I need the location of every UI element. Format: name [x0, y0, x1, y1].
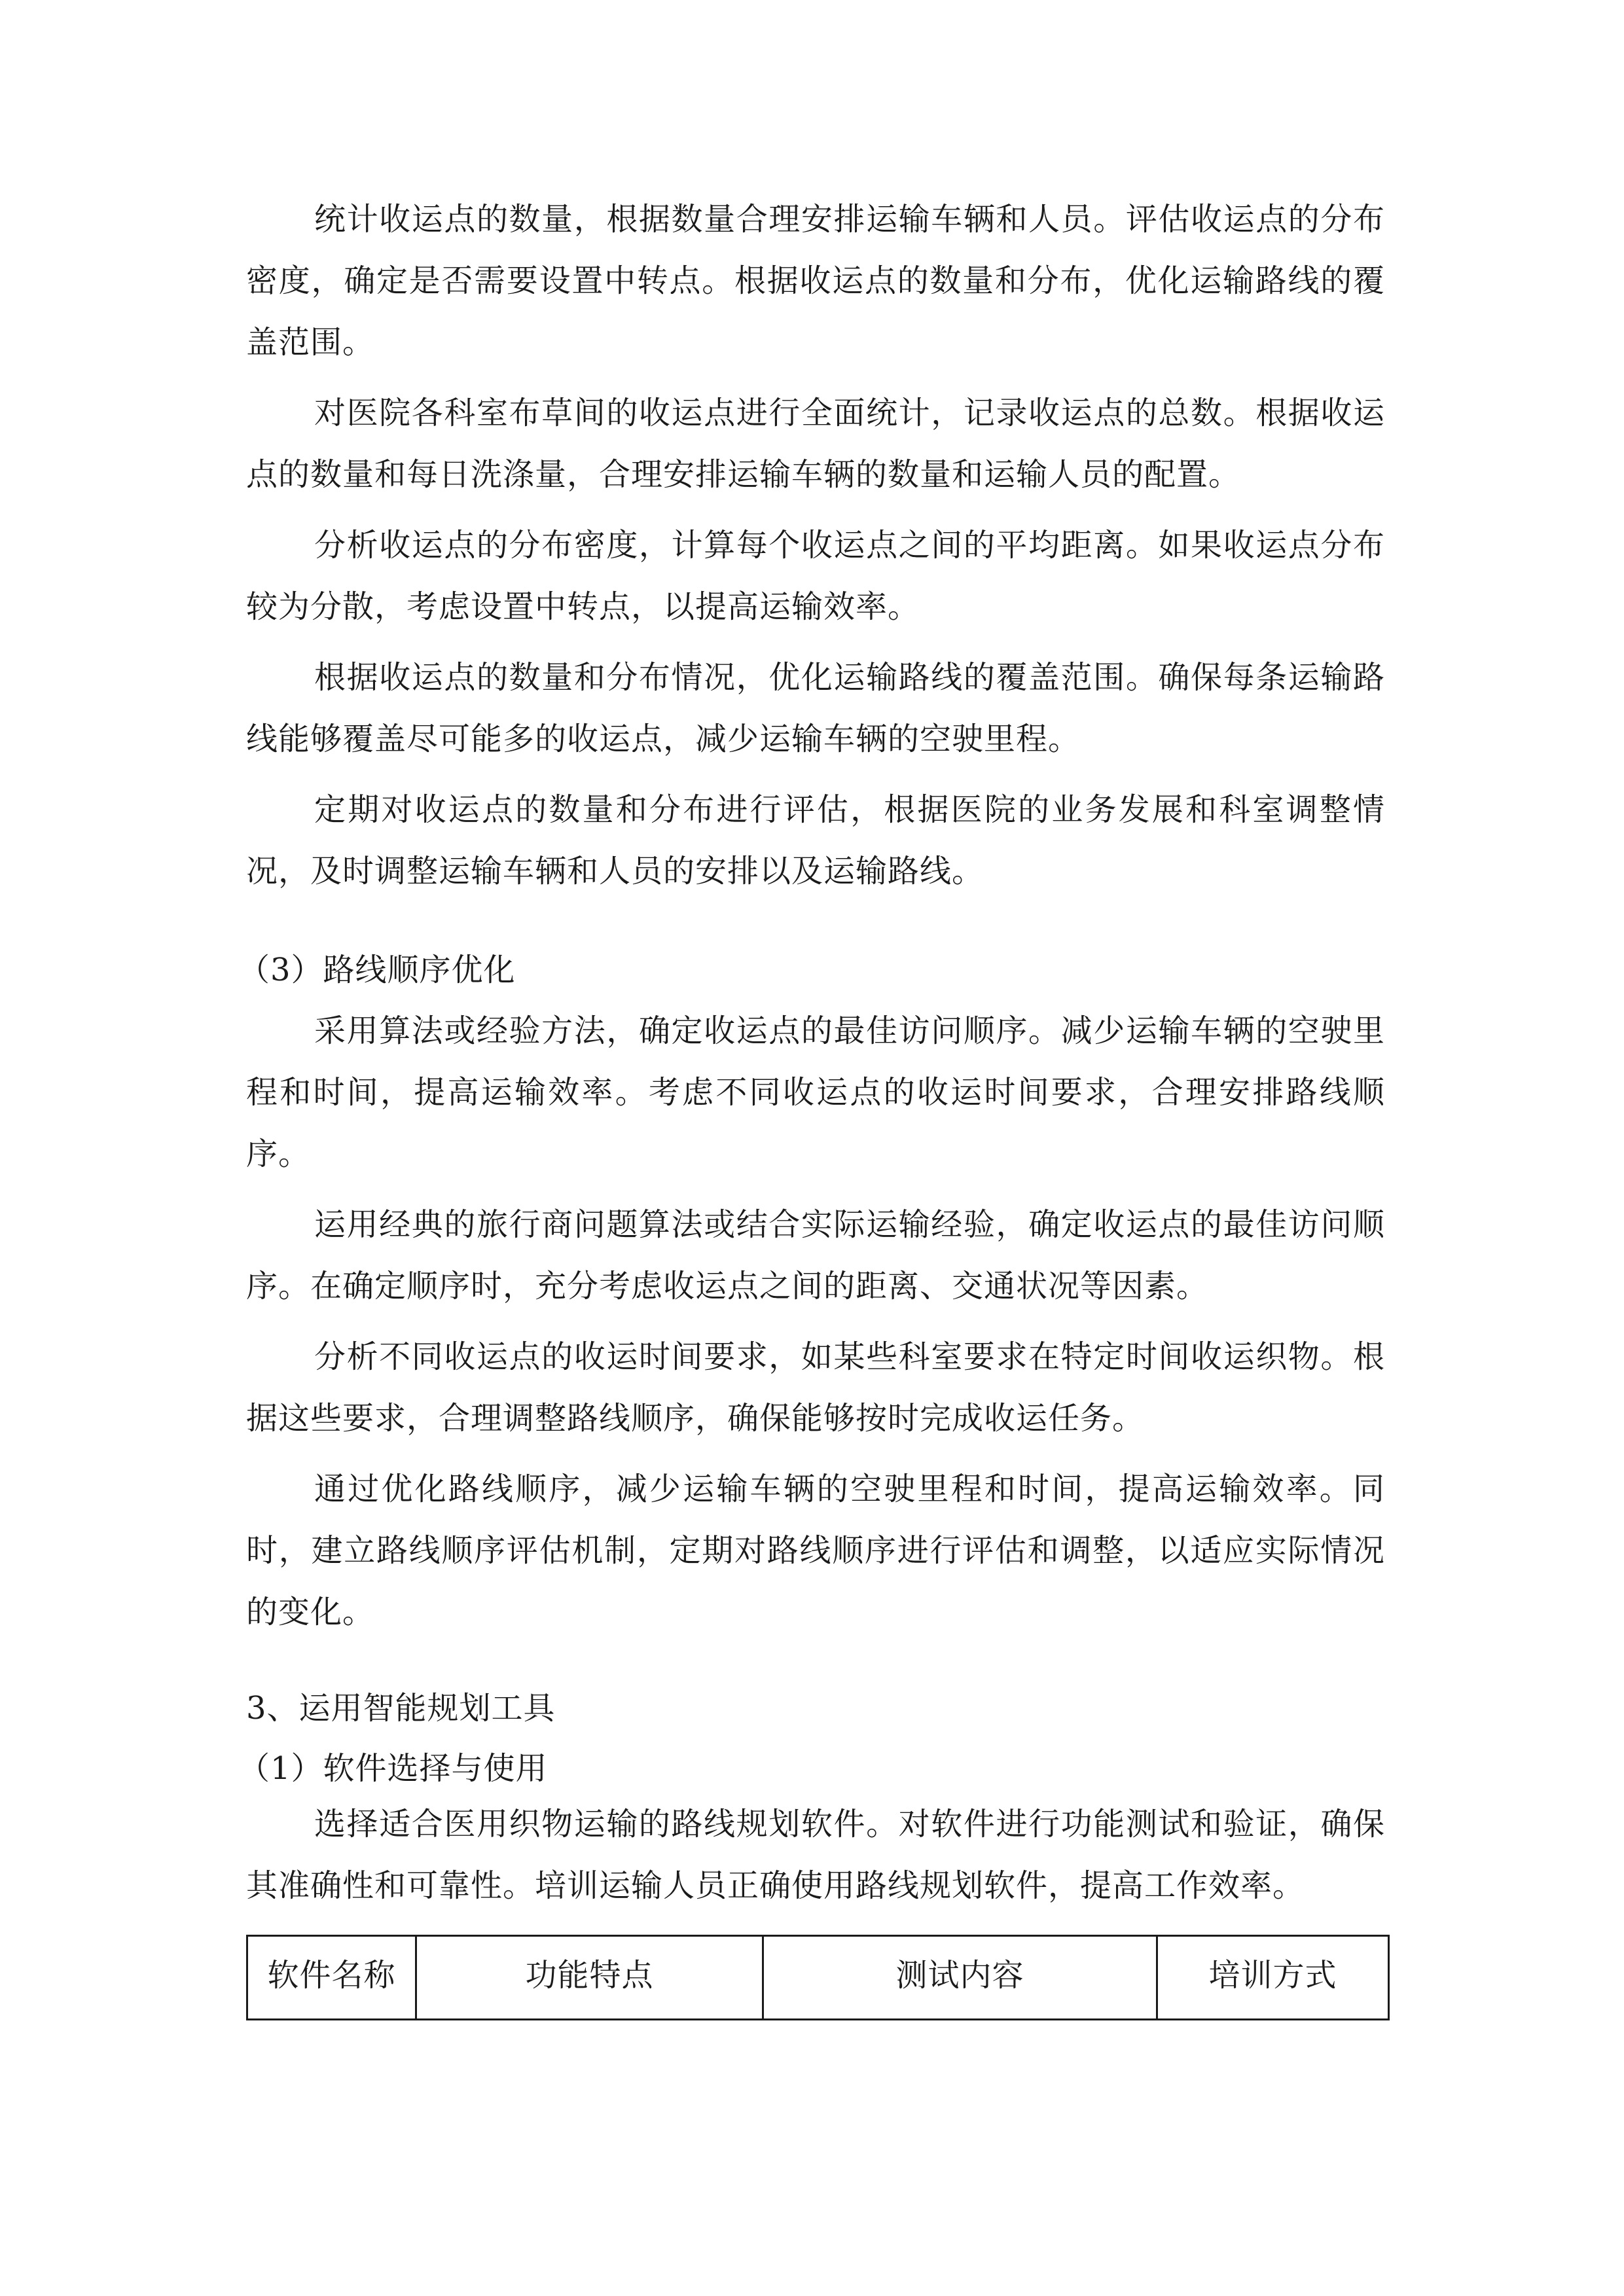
subsection-heading-software: （1）软件选择与使用 [238, 1750, 548, 1787]
table-header-cell: 培训方式 [1157, 1936, 1389, 2020]
table-header-cell: 测试内容 [763, 1936, 1157, 2020]
paragraph: 分析不同收运点的收运时间要求，如某些科室要求在特定时间收运织物。根据这些要求，合理调整路线顺序，确保能够按时完成收运任务。 [246, 1338, 1385, 1437]
paragraph: 定期对收运点的数量和分布进行评估，根据医院的业务发展和科室调整情况，及时调整运输车辆和人员的安排以及运输路线。 [246, 791, 1385, 889]
software-table [246, 1935, 1390, 2020]
paragraph: 根据收运点的数量和分布情况，优化运输路线的覆盖范围。确保每条运输路线能够覆盖尽可能多的收运点，减少运输车辆的空驶里程。 [246, 659, 1385, 757]
paragraph: 分析收运点的分布密度，计算每个收运点之间的平均距离。如果收运点分布较为分散，考虑设置中转点，以提高运输效率。 [246, 527, 1385, 625]
paragraph-group-collection-points [246, 188, 1385, 902]
section-heading-smart-planning: 3、运用智能规划工具 [246, 1690, 556, 1727]
paragraph: 选择适合医用织物运输的路线规划软件。对软件进行功能测试和验证，确保其准确性和可靠性。培训运输人员正确使用路线规划软件，提高工作效率。 [246, 1806, 1385, 1904]
section-heading-route-order: （3）路线顺序优化 [238, 952, 516, 988]
paragraph: 运用经典的旅行商问题算法或结合实际运输经验，确定收运点的最佳访问顺序。在确定顺序时，充分考虑收运点之间的距离、交通状况等因素。 [246, 1206, 1385, 1304]
paragraph-group-route-order [246, 1000, 1385, 1643]
table-header-cell: 功能特点 [416, 1936, 763, 2020]
table-header-cell: 软件名称 [247, 1936, 416, 2020]
paragraph: 对医院各科室布草间的收运点进行全面统计，记录收运点的总数。根据收运点的数量和每日洗涤量，合理安排运输车辆的数量和运输人员的配置。 [246, 395, 1385, 493]
table-header-row [247, 1936, 1389, 2020]
paragraph: 通过优化路线顺序，减少运输车辆的空驶里程和时间，提高运输效率。同时，建立路线顺序评估机制，定期对路线顺序进行评估和调整，以适应实际情况的变化。 [246, 1471, 1385, 1630]
paragraph-group-software [246, 1793, 1385, 1916]
paragraph: 采用算法或经验方法，确定收运点的最佳访问顺序。减少运输车辆的空驶里程和时间，提高运输效率。考虑不同收运点的收运时间要求，合理安排路线顺序。 [246, 1013, 1385, 1172]
paragraph: 统计收运点的数量，根据数量合理安排运输车辆和人员。评估收运点的分布密度，确定是否需要设置中转点。根据收运点的数量和分布，优化运输路线的覆盖范围。 [246, 201, 1385, 361]
